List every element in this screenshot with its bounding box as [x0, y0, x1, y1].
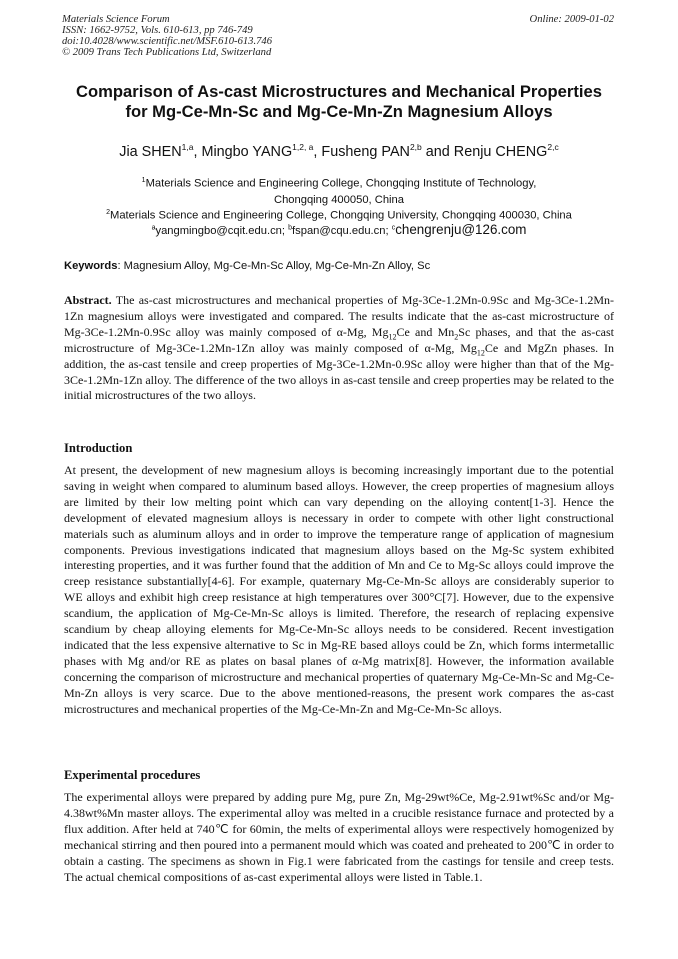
section-heading-experimental: Experimental procedures	[64, 768, 201, 782]
author-name: Mingbo YANG	[201, 143, 293, 160]
affil-text: Chongqing 400050, China	[273, 193, 404, 206]
introduction-body: At present, the development of new magnesium alloys is becoming increasingly important due to the potential saving in weight when compared to aluminum based alloys. However, the creep properties of magnesium alloys are limited by their low melting point which can vary depending on the alloying content[1-3]. Hence the development of elevated magnesium alloys is necessary in order to compete with other light constructional materials such as aluminum alloys and in order to improve the temperature range of application of magnesium components. Previous investigations indicated that magnesium alloys based on the Mg-Sc system exhibited interesting properties, and it was further found that the addition of Mn and Ce to Mg-Sc alloys could improve the creep resistance substantially[4-6]. For example, quaternary Mg-Ce-Mn-Sc alloys are considerably superior to WE alloys and exhibit high creep resistance at high temperatures over 300°C[7]. However, due to the expensive scandium, the application of Mg-Ce-Mn-Sc alloys is limited. Therefore, the research of replacing expensive scandium by cheap alloying elements for Mg-Ce-Mn-Sc alloys needs to be considered. Recent investigation indicated that the less expensive alternative to Sc in Mg-RE based alloys could be Zn, which forms intermetallic phases with Mg and/or RE as plates on basal planes of α-Mg matrix[8]. However, the information available concerning the comparison of microstructure and mechanical properties of quaternary Mg-Ce-Mn-Sc and Mg-Ce-Mn-Zn alloys is very scarce. Due to the above mentioned-reasons, the present work compares the as-cast microstructures and mechanical properties of the Mg-Ce-Mn-Zn and Mg-Ce-Mn-Sc alloys.	[64, 463, 614, 716]
author-affil-marker: 1,a	[181, 142, 194, 152]
author-separator: ,	[193, 143, 202, 160]
email-marker: b	[288, 224, 293, 232]
copyright: © 2009 Trans Tech Publications Ltd, Switzerland	[62, 47, 272, 58]
subscript: 2	[454, 332, 459, 342]
journal-header	[62, 14, 272, 58]
email-marker: a	[151, 224, 156, 232]
subscript: 12	[388, 332, 397, 342]
abstract-text: Ce and MgZn phases. In addition, the as-cast tensile and creep properties of Mg-3Ce-1.2Mn-0.9Sc alloy were higher than that of the Mg-3Ce-1.2Mn-1Zn alloy. The difference of the two alloys in as-cast tensile and creep properties may be related to the initial microstructures of the two alloys.	[64, 340, 614, 403]
abstract-text: Ce and Mn	[396, 324, 455, 339]
keywords	[64, 260, 624, 272]
affil-marker: 1	[141, 177, 146, 184]
experimental-body: The experimental alloys were prepared by adding pure Mg, pure Zn, Mg-29wt%Ce, Mg-2.91wt%Sc and/or Mg-4.38wt%Mn master alloys. The experimental alloy was melted in a crucible resistance furnace and protected by a flux addition. After held at 740℃ for 60min, the melts of experimental alloys were respectively homogenized by mechanical stirring and then poured into a permanent mould which was coated and preheated to 200℃ in order to obtain a casting. The specimens as shown in Fig.1 were fabricated from the castings for tensile and creep tests. The actual chemical compositions of as-cast experimental alloys were listed in Table.1.	[64, 790, 614, 884]
section-heading-introduction: Introduction	[64, 441, 133, 455]
subscript: 12	[476, 348, 485, 358]
email-marker: c	[391, 224, 396, 232]
journal-name: Materials Science Forum	[62, 14, 170, 25]
affiliation-1	[40, 173, 638, 208]
abstract-label: Abstract.	[64, 293, 112, 307]
title-line-1: Comparison of As-cast Microstructures and Mechanical Properties	[76, 82, 602, 101]
author-affil-marker: 2,c	[547, 142, 559, 152]
email-link[interactable]: fspan@cqu.edu.cn;	[292, 225, 392, 237]
author-name: Jia SHEN	[119, 143, 182, 160]
title-line-2: for Mg-Ce-Mn-Sc and Mg-Ce-Mn-Zn Magnesium Alloys	[125, 102, 553, 121]
affil-text: Materials Science and Engineering College, Chongqing University, Chongqing 400030, China	[110, 209, 572, 222]
doi: doi:10.4028/www.scientific.net/MSF.610-613.746	[62, 36, 272, 47]
email-link[interactable]: chengrenju@126.com	[395, 222, 527, 237]
affil-text: Materials Science and Engineering College, Chongqing Institute of Technology,	[145, 177, 537, 190]
author-affil-marker: 2,b	[409, 142, 422, 152]
paper-title	[40, 82, 638, 122]
abstract-text: Sc phases, and that the as-cast microstructure of Mg-3Ce-1.2Mn-1Zn alloy was mainly composed of α-Mg, Mg	[64, 324, 615, 355]
issn: ISSN: 1662-9752, Vols. 610-613, pp 746-749	[62, 25, 253, 36]
keywords-label: Keywords	[64, 260, 118, 272]
affiliation-2	[40, 205, 638, 224]
online-date: Online: 2009-01-02	[529, 14, 614, 25]
affil-marker: 2	[106, 209, 110, 216]
email-list	[40, 222, 638, 237]
abstract	[64, 293, 614, 404]
abstract-text: The as-cast microstructures and mechanical properties of Mg-3Ce-1.2Mn-0.9Sc and Mg-3Ce-1.2Mn-1Zn magnesium alloys were investigated and compared. The results indicate that the as-cast microstructure of Mg-3Ce-1.2Mn-0.9Sc alloy was mainly composed of α-Mg, Mg	[64, 293, 614, 339]
author-list	[40, 142, 638, 160]
author-name: Fusheng PAN	[321, 143, 410, 160]
author-affil-marker: 1,2, a	[292, 142, 314, 152]
author-separator: and	[421, 143, 454, 160]
keywords-text: : Magnesium Alloy, Mg-Ce-Mn-Sc Alloy, Mg-Ce-Mn-Zn Alloy, Sc	[117, 260, 431, 272]
email-link[interactable]: yangmingbo@cqit.edu.cn;	[155, 225, 289, 237]
author-name: Renju CHENG	[453, 143, 548, 160]
author-separator: ,	[313, 143, 322, 160]
